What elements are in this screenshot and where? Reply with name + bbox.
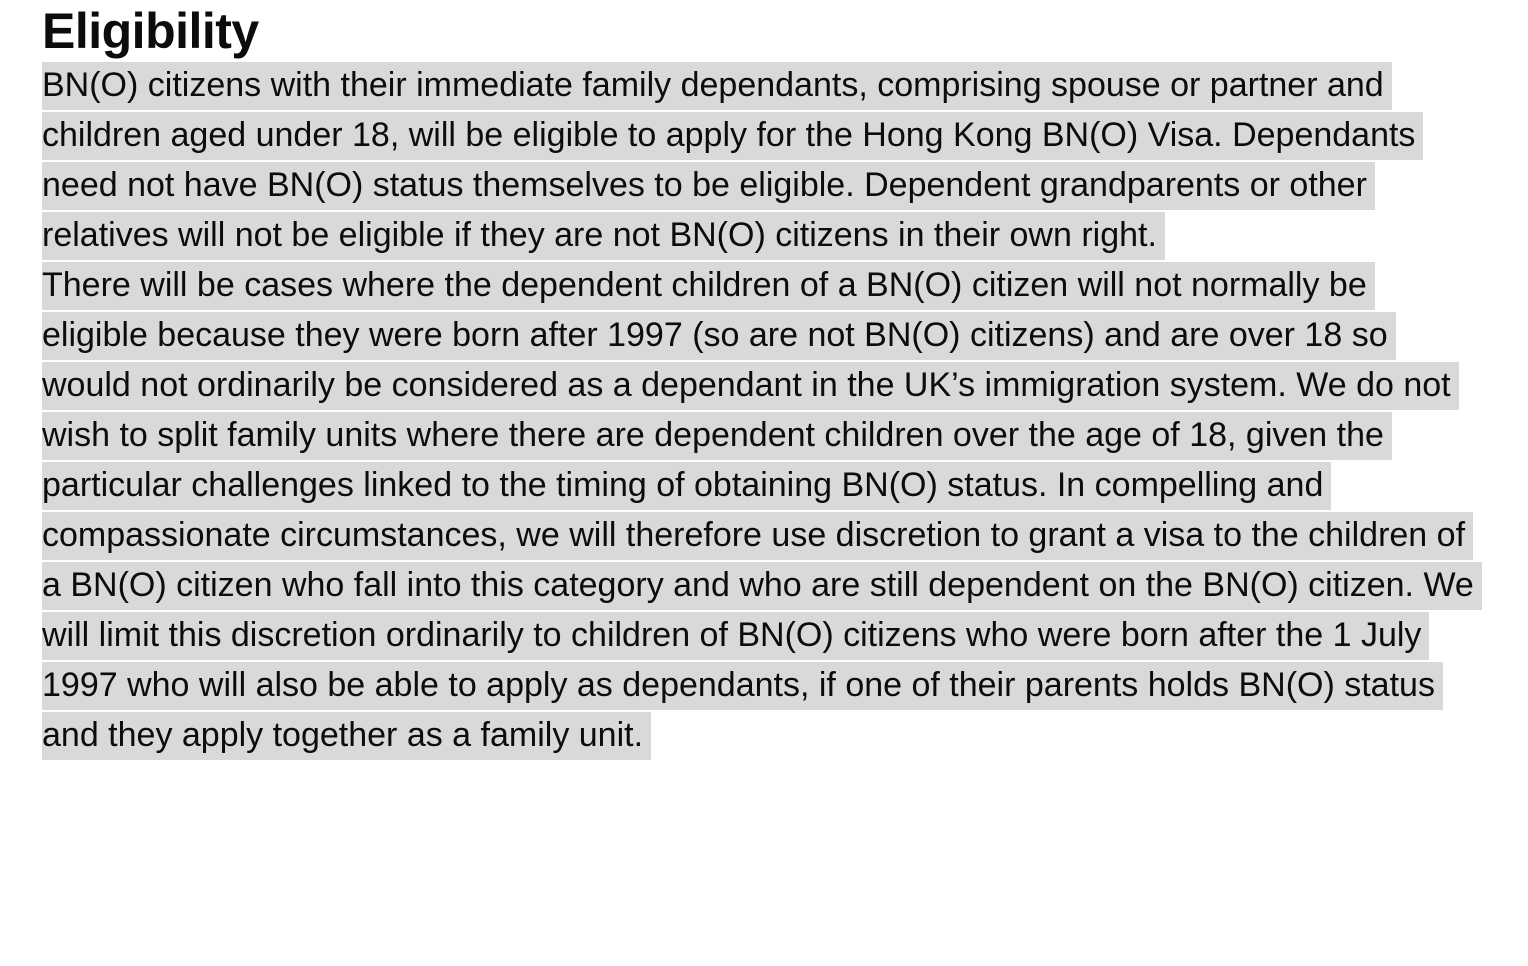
highlighted-text[interactable]: There will be cases where the dependent children of a BN(O) citizen will not normally be eligible because they were born after 1997 (so are not BN(O) citizens) and are over 18 so would not ordinarily be considered as a dependant in the UK’s immigration system. We do not wish to split family units where there are dependent children over the age of 18, given the particular challenges linked to the timing of obtaining BN(O) status. In compelling and compassionate circumstances, we will therefore use discretion to grant a visa to the children of a BN(O) citizen who fall into this category and who are still dependent on the BN(O) citizen. We will limit this discretion ordinarily to children of BN(O) citizens who were born after the 1 July 1997 who will also be able to apply as dependants, if one of their parents holds BN(O) status and they apply together as a family unit. <box>42 262 1482 760</box>
paragraph-children-over-18 <box>42 260 1482 760</box>
paragraph-eligibility-dependants <box>42 60 1482 260</box>
highlighted-text[interactable]: BN(O) citizens with their immediate family dependants, comprising spouse or partner and children aged under 18, will be eligible to apply for the Hong Kong BN(O) Visa. Dependants need not have BN(O) status themselves to be eligible. Dependent grandparents or other relatives will not be eligible if they are not BN(O) citizens in their own right. <box>42 62 1423 260</box>
section-heading: Eligibility <box>42 3 259 59</box>
